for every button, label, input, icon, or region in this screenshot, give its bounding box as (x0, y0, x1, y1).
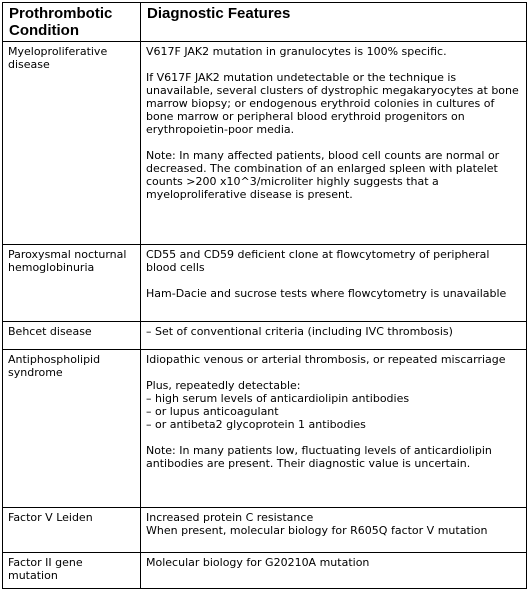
feature-paragraph: – Set of conventional criteria (including IVC thrombosis) (146, 325, 453, 339)
diagnostic-features-table (2, 2, 527, 589)
features-cell (141, 507, 527, 553)
feature-paragraph: Ham-Dacie and sucrose tests where flowcytometry is unavailable (146, 286, 507, 300)
feature-paragraph: Plus, repeatedly detectable: – high serum levels of anticardiolipin antibodies – or lupus anticoagulant – or antibeta2 glycoprotein 1 antibodies (146, 379, 410, 432)
feature-paragraph: Molecular biology for G20210A mutation (146, 556, 370, 570)
feature-paragraph: If V617F JAK2 mutation undetectable or the technique is unavailable, several clusters of dystrophic megakaryocytes at bone marrow biopsy; or endogenous erythroid colonies in cultures of bone marrow or peripheral blood erythroid progenitors on erythropoietin-poor media. (146, 71, 519, 136)
condition-cell: Myeloproliferative disease (3, 42, 141, 245)
table-row (3, 350, 527, 507)
feature-paragraph: Increased protein C resistance When present, molecular biology for R605Q factor V mutation (146, 510, 488, 537)
features-cell (141, 553, 527, 589)
condition-cell: Factor V Leiden (3, 507, 141, 553)
features-cell (141, 350, 527, 507)
condition-cell: Antiphospholipid syndrome (3, 350, 141, 507)
header-condition: Prothrombotic Condition (3, 3, 141, 42)
table-row (3, 507, 527, 553)
features-cell (141, 244, 527, 321)
table-row (3, 42, 527, 245)
feature-paragraph: V617F JAK2 mutation in granulocytes is 100% specific. (146, 45, 447, 58)
table-row (3, 244, 527, 321)
features-cell (141, 42, 527, 245)
condition-cell: Factor II gene mutation (3, 553, 141, 589)
condition-cell: Paroxysmal nocturnal hemoglobinuria (3, 244, 141, 321)
feature-paragraph: CD55 and CD59 deficient clone at flowcytometry of peripheral blood cells (146, 247, 490, 274)
feature-paragraph: Idiopathic venous or arterial thrombosis, or repeated miscarriage (146, 353, 506, 367)
condition-cell: Behcet disease (3, 322, 141, 350)
table-row (3, 553, 527, 589)
header-features: Diagnostic Features (141, 3, 527, 42)
table-row (3, 322, 527, 350)
features-cell (141, 322, 527, 350)
feature-paragraph: Note: In many patients low, fluctuating levels of anticardiolipin antibodies are present. Their diagnostic value is uncertain. (146, 444, 492, 471)
feature-paragraph: Note: In many affected patients, blood cell counts are normal or decreased. The combination of an enlarged spleen with platelet counts >200 x10^3/microliter highly suggests that a myeloproliferative disease is present. (146, 149, 500, 201)
header-row (3, 3, 527, 42)
